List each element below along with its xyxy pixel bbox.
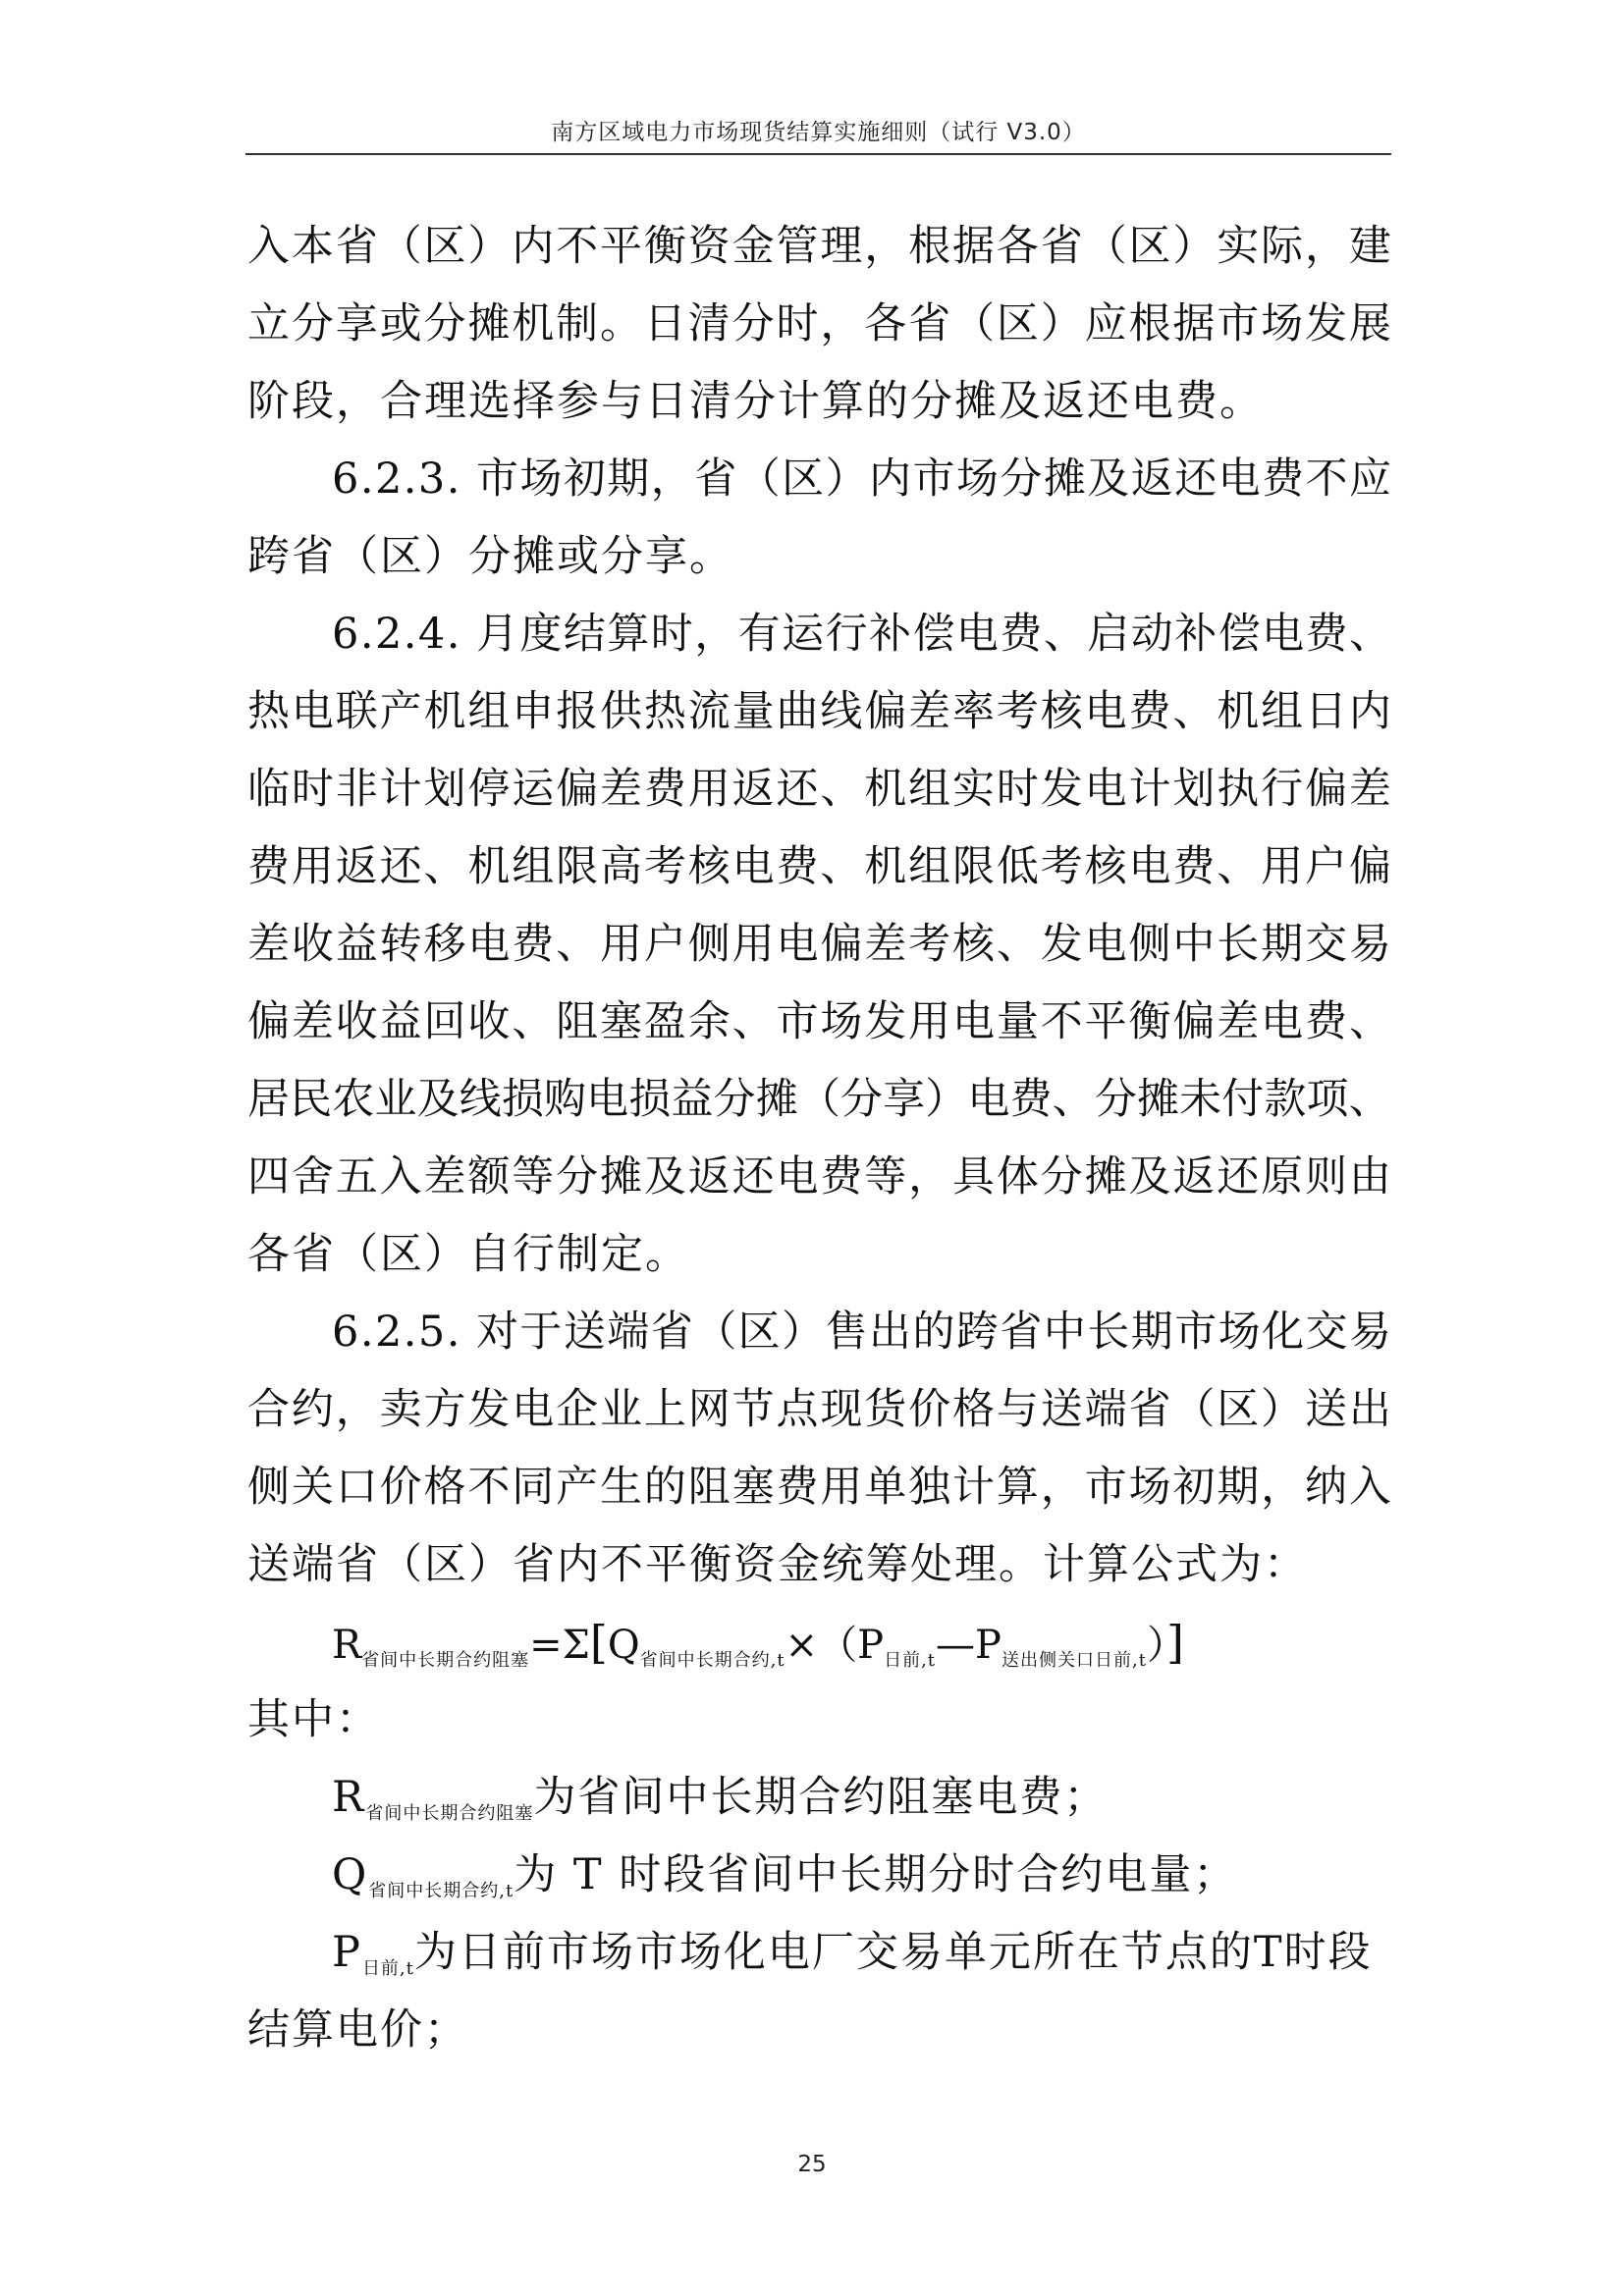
text-line-l9: 费 用 返 还 、 机 组 限 高 考 核 电 费 、 机 组 限 低 考 核 电 费 、 用 户 偏 (247, 842, 1391, 891)
formula-p1: P (857, 1623, 885, 1668)
text-line-l15: 6 . 2 . 5 . 对 于 送 端 省 （ 区 ） 售 出 的 跨 省 中 长 期 市 场 化 交 易 (332, 1308, 1391, 1357)
formula-right-bracket: ] (1165, 1616, 1184, 1669)
text-line-l6: 6 . 2 . 4 . 月 度 结 算 时 ， 有 运 行 补 偿 电 费 、 启 动 补 偿 电 费 、 (332, 610, 1391, 659)
formula-line (247, 1604, 1391, 1682)
definition-p-symbol: P (332, 1928, 362, 1977)
formula-minus: — (936, 1623, 976, 1668)
text-line-l11: 偏 差 收 益 回 收 、 阻 塞 盈 余 、 市 场 发 用 电 量 不 平 衡 偏 差 电 费 、 (247, 997, 1391, 1046)
definition-p (247, 1914, 1391, 1992)
text-line-l10: 差 收 益 转 移 电 费 、 用 户 侧 用 电 偏 差 考 核 、 发 电 侧 中 长 期 交 易 (247, 920, 1391, 969)
formula-r-subscript: 省间中长期合约阻塞 (361, 1650, 530, 1671)
text-line-l4: 6 . 2 . 3 . 市 场 初 期 ， 省 （ 区 ） 内 市 场 分 摊 及 返 还 电 费 不 应 (332, 454, 1391, 504)
definition-r-symbol: R (332, 1773, 366, 1822)
text-line-l3: 阶段，合理选择参与日清分计算的分摊及返还电费。 (247, 377, 1264, 426)
text-line-l2: 立 分 享 或 分 摊 机 制 。 日 清 分 时 ， 各 省 （ 区 ） 应 根 据 市 场 发 展 (247, 299, 1391, 348)
text-line-l14: 各省（区）自行制定。 (247, 1230, 689, 1279)
formula-q-subscript: 省间中长期合约,t (639, 1650, 785, 1671)
definition-p-subscript: 日前,t (361, 1958, 414, 1979)
formula-p2: P (975, 1623, 1001, 1668)
paragraph-lines (247, 208, 1391, 1604)
definition-p-text: 为日前市场市场化电厂交易单元所在节点的T时段 (413, 1928, 1373, 1977)
text-line-l17: 侧 关 口 价 格 不 同 产 生 的 阻 塞 费 用 单 独 计 算 ， 市 场 初 期 ， 纳 入 (247, 1463, 1391, 1512)
formula-left-bracket: [ (589, 1616, 608, 1669)
text-line-l8: 临 时 非 计 划 停 运 偏 差 费 用 返 还 、 机 组 实 时 发 电 计 划 执 行 偏 差 (247, 765, 1391, 814)
text-line-l12: 居 民 农 业 及 线 损 购 电 损 益 分 摊 （ 分 享 ） 电 费 、 分 摊 未 付 款 项 、 (247, 1075, 1391, 1124)
definition-q-text: 为 T 时段省间中长期分时合约电量； (514, 1850, 1238, 1899)
definition-r-text: 为省间中长期合约阻塞电费； (533, 1773, 1109, 1822)
text-line-l7: 热 电 联 产 机 组 申 报 供 热 流 量 曲 线 偏 差 率 考 核 电 费 、 机 组 日 内 (247, 687, 1391, 736)
page-header: 南方区域电力市场现货结算实施细则（试行 V3.0） (551, 120, 1086, 145)
text-line-l5: 跨省（区）分摊或分享。 (247, 532, 733, 581)
definition-r-subscript: 省间中长期合约阻塞 (365, 1803, 534, 1824)
text-line-l1: 入 本 省 （ 区 ） 内 不 平 衡 资 金 管 理 ， 根 据 各 省 （ 区 ） 实 际 ， 建 (247, 222, 1391, 271)
formula-q: Q (607, 1623, 640, 1668)
formula-right-paren: ） (1146, 1623, 1166, 1668)
definition-r (247, 1759, 1391, 1837)
definition-q-subscript: 省间中长期合约,t (368, 1881, 514, 1901)
definition-q-symbol: Q (332, 1850, 369, 1899)
qizhong-label: 其中： (247, 1695, 380, 1744)
formula-p2-subscript: 送出侧关口日前,t (1001, 1650, 1147, 1671)
header-divider (245, 153, 1391, 155)
formula-times-paren: ×（ (785, 1623, 858, 1668)
last-line: 结算电价； (247, 2005, 468, 2055)
text-line-l13: 四 舍 五 入 差 额 等 分 摊 及 返 还 电 费 等 ， 具 体 分 摊 及 返 还 原 则 由 (247, 1152, 1391, 1201)
text-line-l16: 合 约 ， 卖 方 发 电 企 业 上 网 节 点 现 货 价 格 与 送 端 省 （ 区 ） 送 出 (247, 1385, 1391, 1434)
page-number: 25 (797, 2152, 827, 2177)
text-line-l18: 送端省（区）省内不平衡资金统筹处理。计算公式为： (247, 1540, 1308, 1589)
formula-r: R (332, 1623, 362, 1668)
formula-p1-subscript: 日前,t (884, 1650, 937, 1671)
definition-q (247, 1837, 1391, 1914)
document-body (247, 208, 1391, 2069)
formula-equals-sum: =Σ (529, 1623, 590, 1668)
